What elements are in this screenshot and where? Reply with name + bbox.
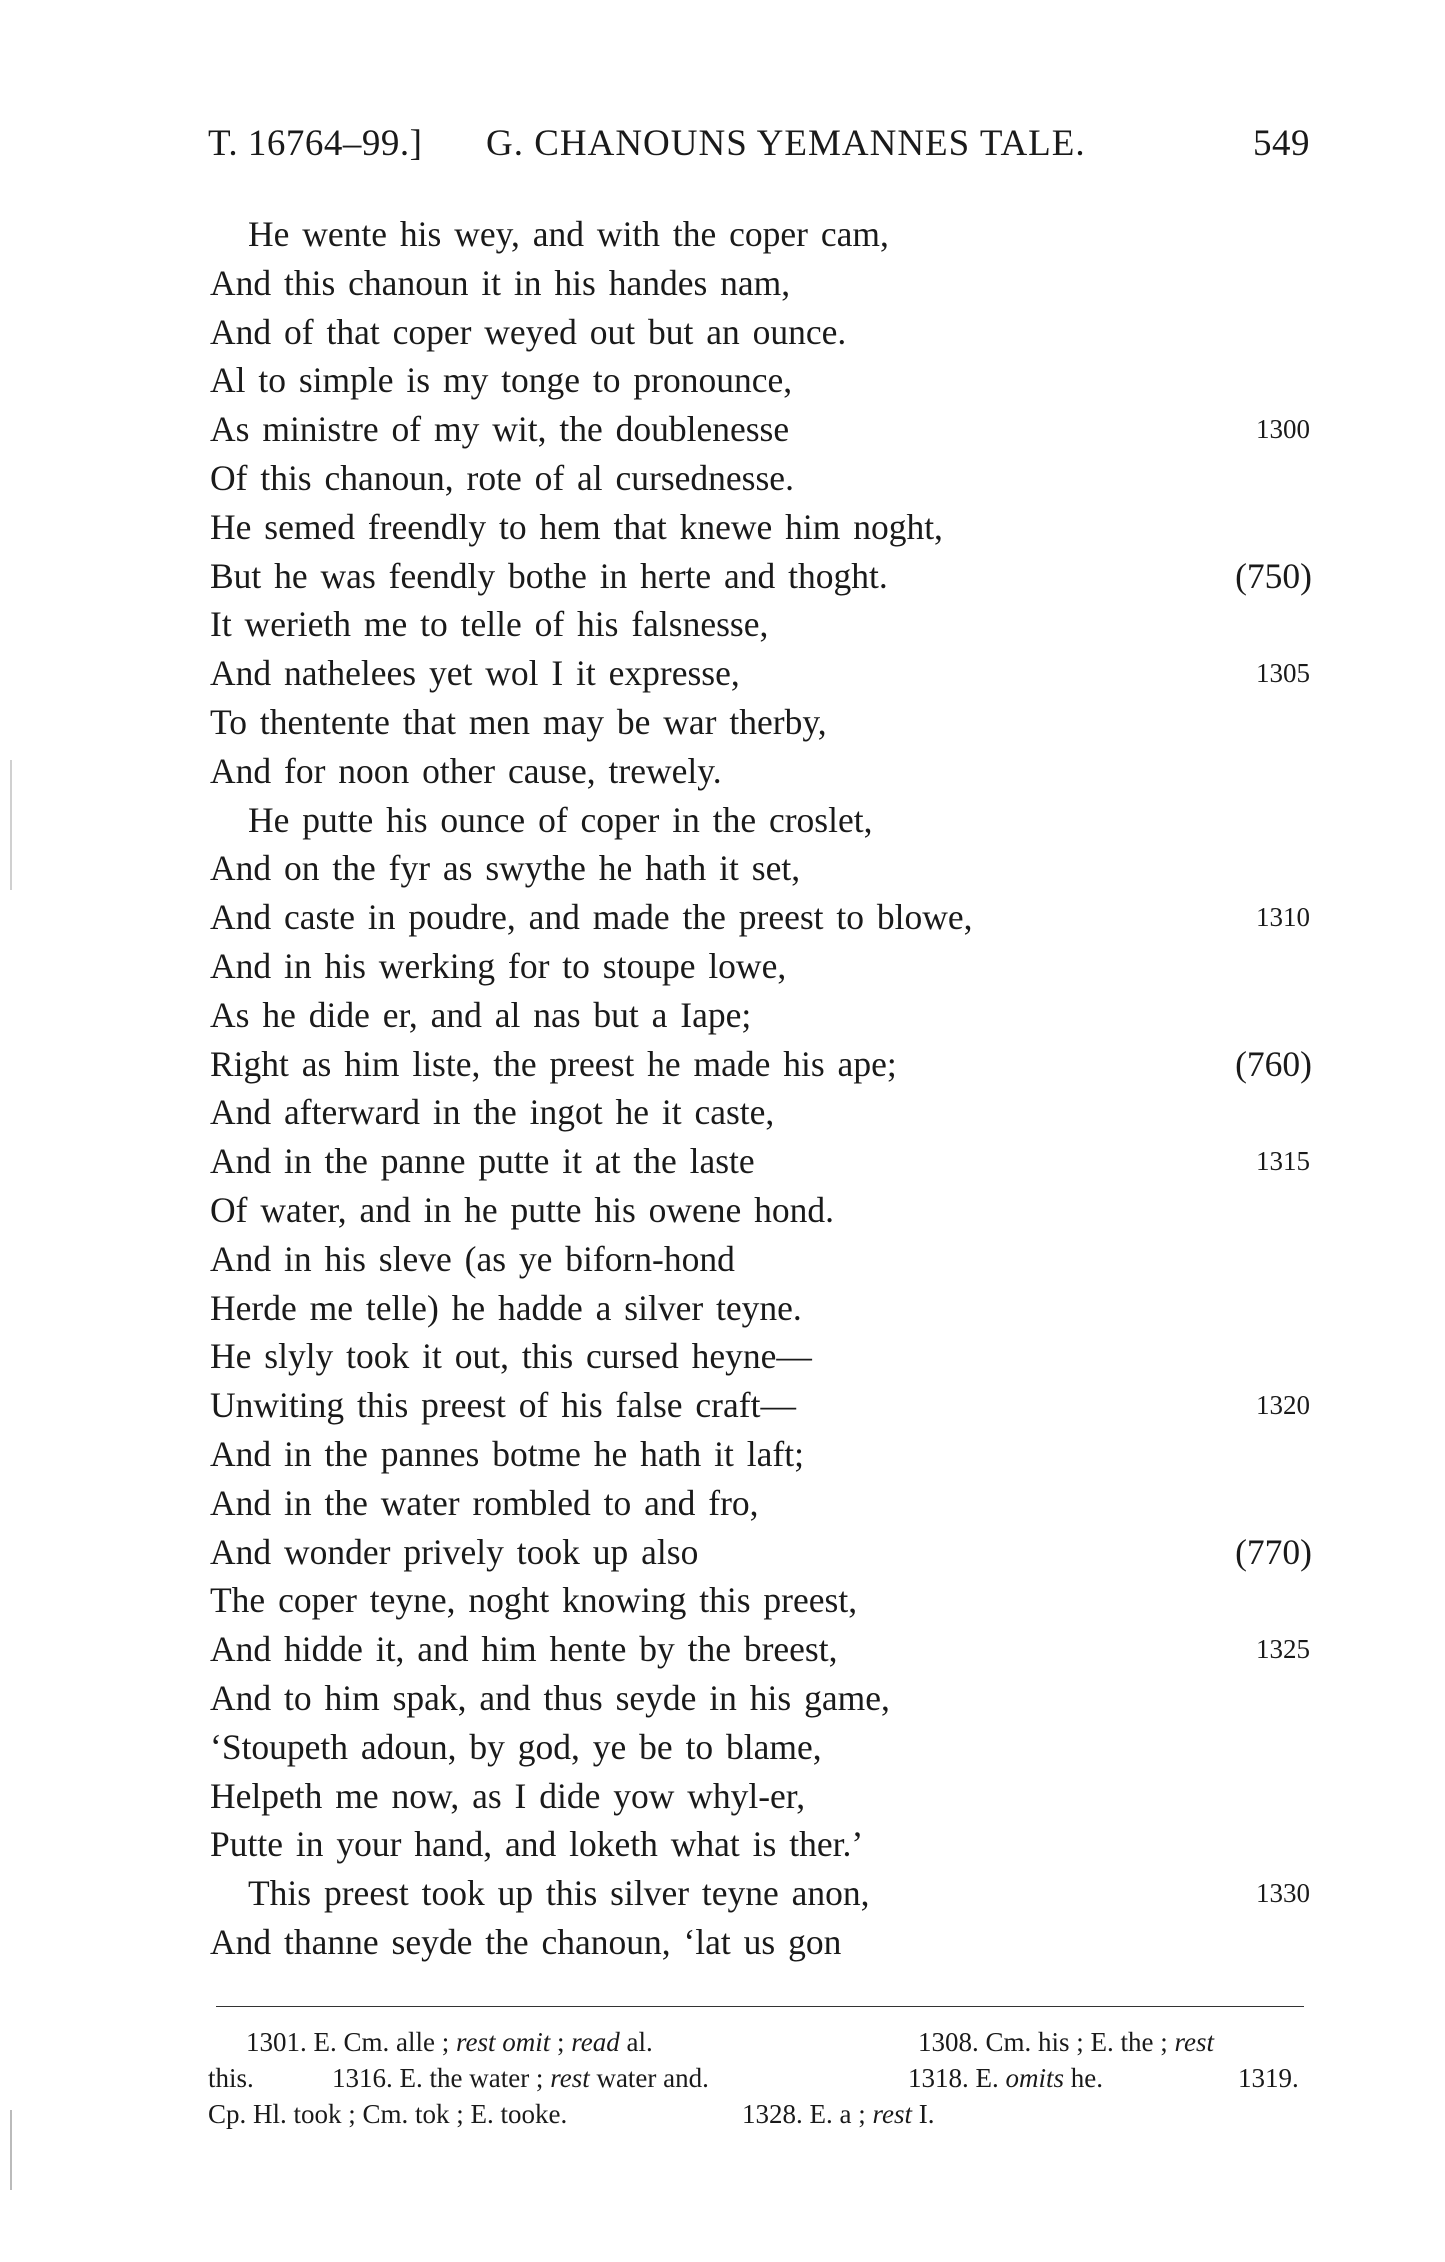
verse-text: And in the panne putte it at the laste — [210, 1141, 755, 1182]
poem-text — [0, 210, 1445, 1967]
verse-line — [0, 1284, 1445, 1333]
verse-text: Of water, and in he putte his owene hond. — [210, 1189, 835, 1230]
verse-line — [0, 503, 1445, 552]
verse-text: As he dide er, and al nas but a Iape; — [210, 994, 752, 1035]
verse-text: He wente his wey, and with the coper cam, — [248, 214, 889, 254]
verse-line — [0, 1625, 1445, 1674]
verse-text: To thentente that men may be war therby, — [210, 701, 827, 742]
line-number: 1330 — [1256, 1878, 1310, 1909]
line-number: 1315 — [1256, 1146, 1310, 1177]
verse-line — [0, 942, 1445, 991]
verse-line — [0, 747, 1445, 796]
footnote-rule — [216, 2006, 1304, 2007]
verse-text: And in the water rombled to and fro, — [210, 1482, 759, 1523]
verse-line — [0, 991, 1445, 1040]
verse-line — [0, 1869, 1445, 1918]
verse-text: And on the fyr as swythe he hath it set, — [210, 848, 801, 889]
footnote-continuation: this. — [208, 2063, 254, 2093]
verse-text: Of this chanoun, rote of al cursednesse. — [210, 457, 794, 498]
verse-text: And nathelees yet wol I it expresse, — [210, 653, 740, 694]
verse-line — [0, 1674, 1445, 1723]
verse-text: Unwiting this preest of his false craft— — [210, 1385, 796, 1426]
verse-text: And afterward in the ingot he it caste, — [210, 1092, 775, 1133]
verse-text: And in his sleve (as ye biforn-hond — [210, 1238, 735, 1279]
footnote-line — [0, 2024, 1445, 2060]
verse-line — [0, 600, 1445, 649]
verse-line — [0, 210, 1445, 259]
line-number: 1320 — [1256, 1390, 1310, 1421]
verse-text: But he was feendly bothe in herte and thoght. — [210, 555, 888, 596]
verse-text: And caste in poudre, and made the preest to blowe, — [210, 897, 973, 938]
verse-line — [0, 1576, 1445, 1625]
footnote-1316: 1316. E. the water ; rest water and. — [332, 2063, 709, 2093]
line-number: 1325 — [1256, 1634, 1310, 1665]
verse-line — [0, 1186, 1445, 1235]
verse-text: Putte in your hand, and loketh what is ther.’ — [210, 1824, 864, 1865]
verse-line — [0, 893, 1445, 942]
verse-line — [0, 552, 1445, 601]
verse-text: And in his werking for to stoupe lowe, — [210, 945, 787, 986]
verse-line — [0, 405, 1445, 454]
verse-text: Right as him liste, the preest he made his ape; — [210, 1043, 897, 1084]
line-number: 1300 — [1256, 414, 1310, 445]
scan-margin-mark — [10, 2110, 12, 2190]
verse-text: And hidde it, and him hente by the breest, — [210, 1629, 838, 1670]
verse-text: He slyly took it out, this cursed heyne— — [210, 1336, 812, 1377]
verse-line — [0, 1820, 1445, 1869]
verse-text: Helpeth me now, as I dide yow whyl-er, — [210, 1775, 806, 1816]
verse-line — [0, 1723, 1445, 1772]
verse-text: Al to simple is my tonge to pronounce, — [210, 360, 793, 401]
verse-text: ‘Stoupeth adoun, by god, ye be to blame, — [210, 1726, 822, 1767]
verse-line — [0, 1040, 1445, 1089]
line-number: 1305 — [1256, 658, 1310, 689]
verse-text: And thanne seyde the chanoun, ‘lat us gon — [210, 1921, 842, 1962]
footnote-1318: 1318. E. omits he. — [908, 2063, 1103, 2093]
verse-line — [0, 649, 1445, 698]
verse-line — [0, 1528, 1445, 1577]
verse-line — [0, 1332, 1445, 1381]
verse-text: And in the pannes botme he hath it laft; — [210, 1433, 804, 1474]
verse-text: It werieth me to telle of his falsnesse, — [210, 604, 769, 645]
alt-line-number: (760) — [1235, 1043, 1312, 1084]
verse-text: And to him spak, and thus seyde in his game, — [210, 1677, 890, 1718]
footnotes — [0, 2024, 1445, 2132]
verse-line — [0, 844, 1445, 893]
verse-line — [0, 454, 1445, 503]
verse-text: And this chanoun it in his handes nam, — [210, 262, 791, 303]
page-number: 549 — [1253, 123, 1310, 164]
verse-text: As ministre of my wit, the doublenesse — [210, 409, 790, 450]
verse-text: And wonder prively took up also — [210, 1531, 699, 1572]
verse-text: Herde me telle) he hadde a silver teyne. — [210, 1287, 802, 1328]
alt-line-number: (750) — [1235, 555, 1312, 596]
running-head — [208, 122, 1310, 172]
footnote-1319: 1319. — [1238, 2063, 1299, 2093]
verse-line — [0, 1137, 1445, 1186]
verse-line — [0, 1381, 1445, 1430]
alt-line-number: (770) — [1235, 1531, 1312, 1572]
footnote-1328: 1328. E. a ; rest I. — [742, 2099, 935, 2129]
footnote-line — [0, 2096, 1445, 2132]
verse-text: This preest took up this silver teyne anon, — [248, 1873, 870, 1914]
footnote-1319-text: Cp. Hl. took ; Cm. tok ; E. tooke. — [208, 2099, 568, 2129]
verse-line — [0, 1479, 1445, 1528]
verse-text: And for noon other cause, trewely. — [210, 750, 722, 791]
footnote-line — [0, 2060, 1445, 2096]
verse-text: And of that coper weyed out but an ounce. — [210, 311, 847, 352]
verse-line — [0, 1235, 1445, 1284]
verse-line — [0, 796, 1445, 845]
verse-line — [0, 259, 1445, 308]
verse-text: He putte his ounce of coper in the croslet, — [248, 799, 873, 840]
verse-line — [0, 308, 1445, 357]
footnote-1308: 1308. Cm. his ; E. the ; rest — [918, 2027, 1214, 2057]
verse-line — [0, 1918, 1445, 1967]
verse-line — [0, 356, 1445, 405]
line-reference: T. 16764–99.] — [208, 123, 423, 164]
verse-line — [0, 1088, 1445, 1137]
verse-line — [0, 698, 1445, 747]
verse-line — [0, 1772, 1445, 1821]
tale-title: G. CHANOUNS YEMANNES TALE. — [486, 123, 1086, 164]
scan-margin-mark — [10, 760, 12, 890]
verse-line — [0, 1430, 1445, 1479]
footnote-1301: 1301. E. Cm. alle ; rest omit ; read al. — [246, 2027, 653, 2057]
line-number: 1310 — [1256, 902, 1310, 933]
verse-text: He semed freendly to hem that knewe him noght, — [210, 506, 943, 547]
verse-text: The coper teyne, noght knowing this preest, — [210, 1580, 858, 1621]
